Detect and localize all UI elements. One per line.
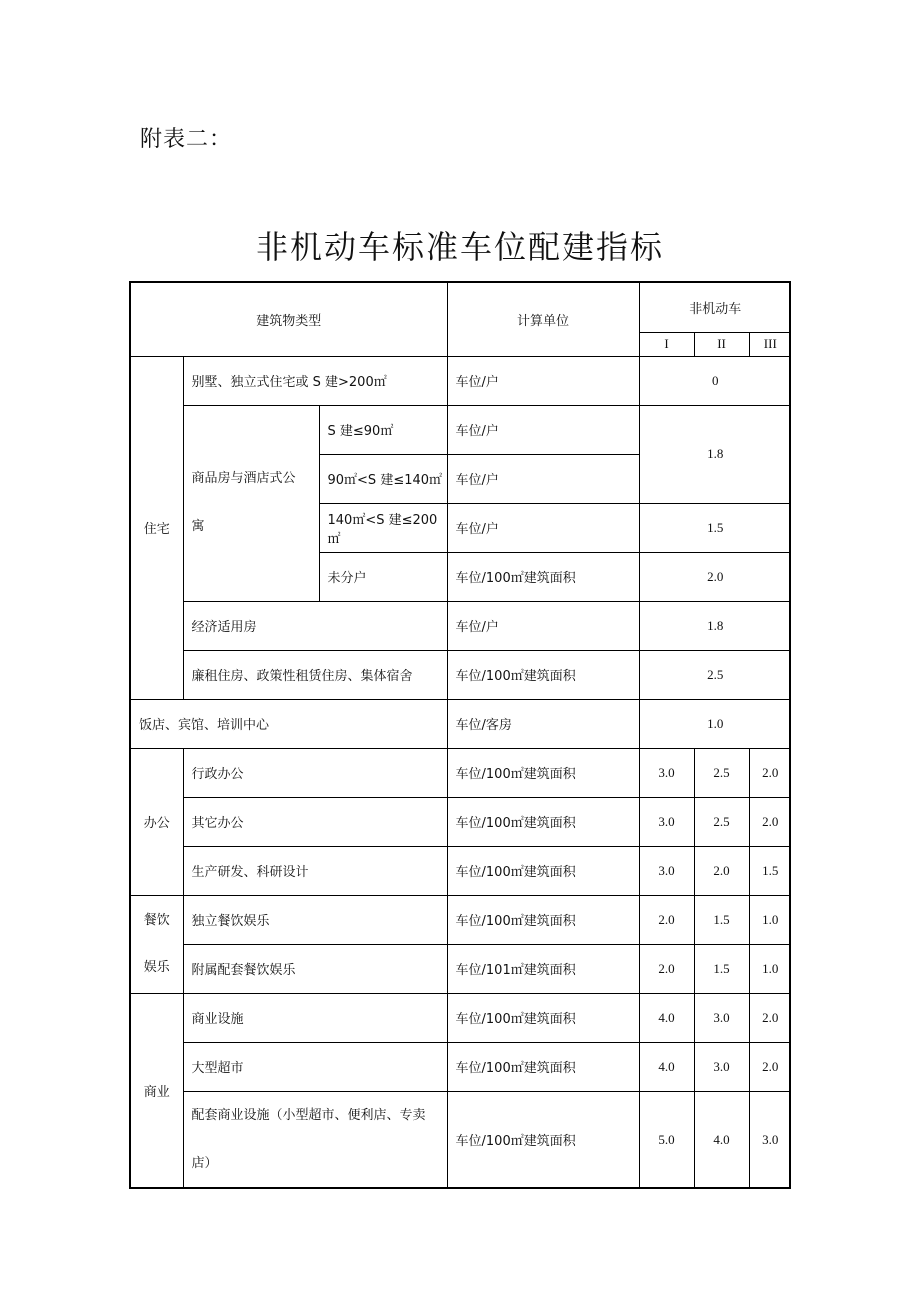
- table-row: [131, 356, 791, 405]
- commercial-housing-label-line2: 寓: [191, 519, 205, 534]
- row-label: S 建≤90㎡: [319, 405, 447, 454]
- table-row: [131, 601, 791, 650]
- row-unit: 车位/100㎡建筑面积: [447, 1091, 639, 1188]
- row-label: 商业设施: [183, 993, 447, 1042]
- row-unit: 车位/100㎡建筑面积: [447, 748, 639, 797]
- row-unit: 车位/客房: [447, 699, 639, 748]
- row-unit: 车位/100㎡建筑面积: [447, 1042, 639, 1091]
- row-value-3: 2.0: [749, 797, 791, 846]
- row-value-3: 1.0: [749, 944, 791, 993]
- row-label: 生产研发、科研设计: [183, 846, 447, 895]
- header-unit: 计算单位: [447, 283, 639, 356]
- commercial-housing-label: [183, 405, 319, 601]
- row-label: 廉租住房、政策性租赁住房、集体宿舍: [183, 650, 447, 699]
- row-value: 1.0: [639, 699, 791, 748]
- header-nonmotor: 非机动车: [639, 283, 791, 332]
- row-label: 独立餐饮娱乐: [183, 895, 447, 944]
- row-unit: 车位/100㎡建筑面积: [447, 846, 639, 895]
- category-residential: 住宅: [131, 356, 183, 699]
- row-value-1: 3.0: [639, 797, 694, 846]
- table-row: [131, 1091, 791, 1188]
- header-building-type: 建筑物类型: [131, 283, 447, 356]
- row-value-1: 4.0: [639, 1042, 694, 1091]
- row-value-2: 1.5: [694, 895, 749, 944]
- table-row: [131, 650, 791, 699]
- row-value-1: 2.0: [639, 895, 694, 944]
- row-unit: 车位/户: [447, 356, 639, 405]
- row-value-1: 5.0: [639, 1091, 694, 1188]
- table-row: [131, 797, 791, 846]
- row-value-3: 1.0: [749, 895, 791, 944]
- row-unit: 车位/100㎡建筑面积: [447, 895, 639, 944]
- row-unit: 车位/户: [447, 405, 639, 454]
- row-label: 大型超市: [183, 1042, 447, 1091]
- row-label: 行政办公: [183, 748, 447, 797]
- category-commerce: 商业: [131, 993, 183, 1188]
- row-value-1: 4.0: [639, 993, 694, 1042]
- row-unit: 车位/100㎡建筑面积: [447, 552, 639, 601]
- row-label: [183, 1091, 447, 1188]
- row-value-1: 3.0: [639, 748, 694, 797]
- row-value-2: 2.5: [694, 797, 749, 846]
- row-label: 未分户: [319, 552, 447, 601]
- row-value-1: 3.0: [639, 846, 694, 895]
- table-row: [131, 699, 791, 748]
- row-value: 2.0: [639, 552, 791, 601]
- row-label: 90㎡<S 建≤140㎡: [319, 454, 447, 503]
- category-dining: [131, 895, 183, 993]
- row-label-line2: 店）: [191, 1155, 218, 1171]
- table-row: [131, 1042, 791, 1091]
- table-row: [131, 748, 791, 797]
- row-value-3: 1.5: [749, 846, 791, 895]
- page-title: 非机动车标准车位配建指标: [255, 228, 664, 266]
- row-value-3: 3.0: [749, 1091, 791, 1188]
- row-unit: 车位/户: [447, 503, 639, 552]
- row-unit: 车位/101㎡建筑面积: [447, 944, 639, 993]
- row-label: 140㎡<S 建≤200㎡: [319, 503, 447, 552]
- row-unit: 车位/户: [447, 601, 639, 650]
- table-row: [131, 993, 791, 1042]
- category-office: 办公: [131, 748, 183, 895]
- row-value-2: 2.5: [694, 748, 749, 797]
- row-value: 1.5: [639, 503, 791, 552]
- row-unit: 车位/100㎡建筑面积: [447, 650, 639, 699]
- header-zone-3: III: [749, 332, 791, 356]
- parking-standards-table: [129, 281, 791, 1189]
- row-value-3: 2.0: [749, 993, 791, 1042]
- row-value: 0: [639, 356, 791, 405]
- category-dining-line1: 餐饮: [143, 913, 170, 928]
- table-row: [131, 944, 791, 993]
- row-unit: 车位/户: [447, 454, 639, 503]
- header-zone-2: II: [694, 332, 749, 356]
- row-value: 2.5: [639, 650, 791, 699]
- row-label: 饭店、宾馆、培训中心: [131, 699, 447, 748]
- row-value-2: 3.0: [694, 1042, 749, 1091]
- row-value-3: 2.0: [749, 748, 791, 797]
- header-zone-1: I: [639, 332, 694, 356]
- row-value-3: 2.0: [749, 1042, 791, 1091]
- header-row: [131, 283, 791, 332]
- row-value-2: 1.5: [694, 944, 749, 993]
- row-value: 1.8: [639, 601, 791, 650]
- row-label: 经济适用房: [183, 601, 447, 650]
- row-value-2: 3.0: [694, 993, 749, 1042]
- row-value: 1.8: [639, 405, 791, 503]
- appendix-label: 附表二：: [140, 127, 233, 152]
- row-value-1: 2.0: [639, 944, 694, 993]
- row-label-line1: 配套商业设施（小型超市、便利店、专卖: [191, 1107, 426, 1123]
- row-value-2: 4.0: [694, 1091, 749, 1188]
- table-row: [131, 405, 791, 454]
- commercial-housing-label-line1: 商品房与酒店式公: [191, 471, 296, 486]
- table-row: [131, 895, 791, 944]
- row-label: 别墅、独立式住宅或 S 建>200㎡: [183, 356, 447, 405]
- row-unit: 车位/100㎡建筑面积: [447, 797, 639, 846]
- table-row: [131, 846, 791, 895]
- row-label: 其它办公: [183, 797, 447, 846]
- row-value-2: 2.0: [694, 846, 749, 895]
- row-unit: 车位/100㎡建筑面积: [447, 993, 639, 1042]
- row-label: 附属配套餐饮娱乐: [183, 944, 447, 993]
- category-dining-line2: 娱乐: [143, 960, 170, 975]
